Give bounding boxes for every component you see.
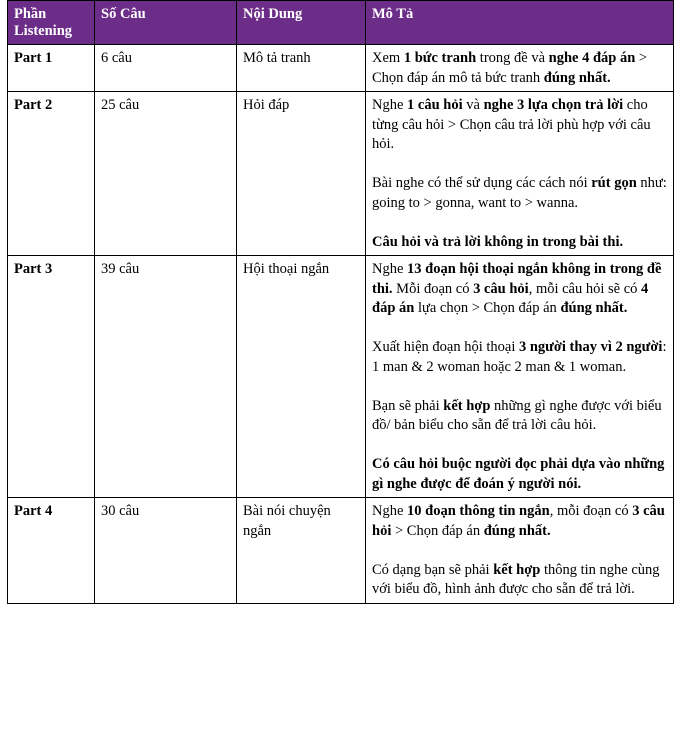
content-cell: Bài nói chuyện ngắn bbox=[237, 498, 366, 604]
count-cell: 30 câu bbox=[95, 498, 237, 604]
text: Bài nghe có thể sử dụng các cách nói bbox=[372, 175, 592, 191]
text: cho từng câu hỏi > Chọn câu trả lời phù hợp với câu hỏi. bbox=[372, 97, 651, 152]
text: Nghe bbox=[372, 503, 408, 519]
description-paragraph bbox=[372, 455, 667, 494]
table-row bbox=[8, 45, 674, 92]
part-cell: Part 3 bbox=[8, 256, 95, 498]
bold-text: Có câu hỏi buộc người đọc phải dựa vào những gì nghe được để đoán ý người nói. bbox=[372, 456, 665, 492]
text: : 1 man & 2 woman hoặc 2 man & 1 woman. bbox=[372, 339, 667, 375]
text: Nghe bbox=[372, 97, 408, 113]
bold-text: 3 câu hỏi bbox=[473, 280, 529, 297]
header-part: Phần Listening bbox=[8, 1, 95, 45]
part-cell: Part 2 bbox=[8, 92, 95, 256]
text: Bạn sẽ phải bbox=[372, 397, 444, 414]
description-cell bbox=[366, 498, 674, 604]
text: thông tin nghe cùng với biểu đồ, hình ảnh được cho sẵn để trả lời. bbox=[372, 561, 660, 597]
bold-text: đúng nhất. bbox=[483, 522, 551, 539]
bold-text: 1 bức tranh bbox=[403, 50, 477, 66]
text: lựa chọn > Chọn đáp án bbox=[414, 300, 561, 316]
bold-text: 10 đoạn thông tin ngắn bbox=[407, 503, 550, 519]
header-description: Mô Tả bbox=[366, 1, 674, 45]
text: Mỗi đoạn có bbox=[392, 280, 474, 297]
bold-text: 1 câu hỏi bbox=[407, 97, 463, 113]
content-cell: Hội thoại ngắn bbox=[237, 256, 366, 498]
part-cell: Part 4 bbox=[8, 498, 95, 604]
bold-text: kết hợp bbox=[493, 561, 541, 578]
description-paragraph bbox=[372, 49, 667, 88]
description-paragraph bbox=[372, 397, 667, 436]
content-cell: Mô tả tranh bbox=[237, 45, 366, 92]
bold-text: 13 đoạn hội thoại ngắn không in trong đề thi. bbox=[372, 261, 662, 297]
text: > Chọn đáp án mô tả bức tranh bbox=[372, 50, 648, 86]
text: , mỗi câu hỏi sẽ có bbox=[528, 280, 642, 297]
description-paragraph bbox=[372, 96, 667, 155]
text: và bbox=[462, 97, 484, 113]
description-cell bbox=[366, 256, 674, 498]
description-paragraph bbox=[372, 561, 667, 600]
text: Xem bbox=[372, 50, 404, 66]
table-row bbox=[8, 92, 674, 256]
bold-text: 3 người thay vì 2 người bbox=[518, 339, 663, 355]
bold-text: đúng nhất. bbox=[543, 69, 611, 86]
text: như: going to > gonna, want to > wanna. bbox=[372, 175, 667, 211]
table-row bbox=[8, 256, 674, 498]
description-paragraph bbox=[372, 502, 667, 541]
table-row bbox=[8, 498, 674, 604]
count-cell: 25 câu bbox=[95, 92, 237, 256]
bold-text: rút gọn bbox=[591, 175, 637, 191]
description-paragraph bbox=[372, 338, 667, 377]
header-content: Nội Dung bbox=[237, 1, 366, 45]
description-paragraph bbox=[372, 233, 667, 253]
bold-text: nghe 3 lựa chọn trả lời bbox=[483, 97, 624, 113]
part-cell: Part 1 bbox=[8, 45, 95, 92]
text: trong đề và bbox=[476, 50, 549, 66]
description-paragraph bbox=[372, 260, 667, 319]
description-paragraph bbox=[372, 174, 667, 213]
bold-text: Câu hỏi và trả lời không in trong bài thi. bbox=[372, 233, 624, 250]
bold-text: kết hợp bbox=[443, 397, 491, 414]
count-cell: 6 câu bbox=[95, 45, 237, 92]
bold-text: nghe 4 đáp án bbox=[548, 50, 636, 66]
text: , mỗi đoạn có bbox=[549, 503, 633, 519]
listening-table bbox=[7, 0, 674, 604]
content-cell: Hỏi đáp bbox=[237, 92, 366, 256]
text: Xuất hiện đoạn hội thoại bbox=[372, 339, 519, 355]
header-count: Số Câu bbox=[95, 1, 237, 45]
bold-text: 4 đáp án bbox=[372, 280, 649, 316]
text: > Chọn đáp án bbox=[391, 522, 484, 539]
text: Nghe bbox=[372, 261, 408, 277]
description-cell bbox=[366, 92, 674, 256]
description-cell bbox=[366, 45, 674, 92]
text: những gì nghe được với biểu đồ/ bản biểu cho sẵn để trả lời câu hỏi. bbox=[372, 397, 662, 433]
count-cell: 39 câu bbox=[95, 256, 237, 498]
header-row bbox=[8, 1, 674, 45]
bold-text: đúng nhất. bbox=[560, 300, 628, 316]
bold-text: 3 câu hỏi bbox=[372, 503, 665, 539]
text: Có dạng bạn sẽ phải bbox=[372, 561, 494, 578]
